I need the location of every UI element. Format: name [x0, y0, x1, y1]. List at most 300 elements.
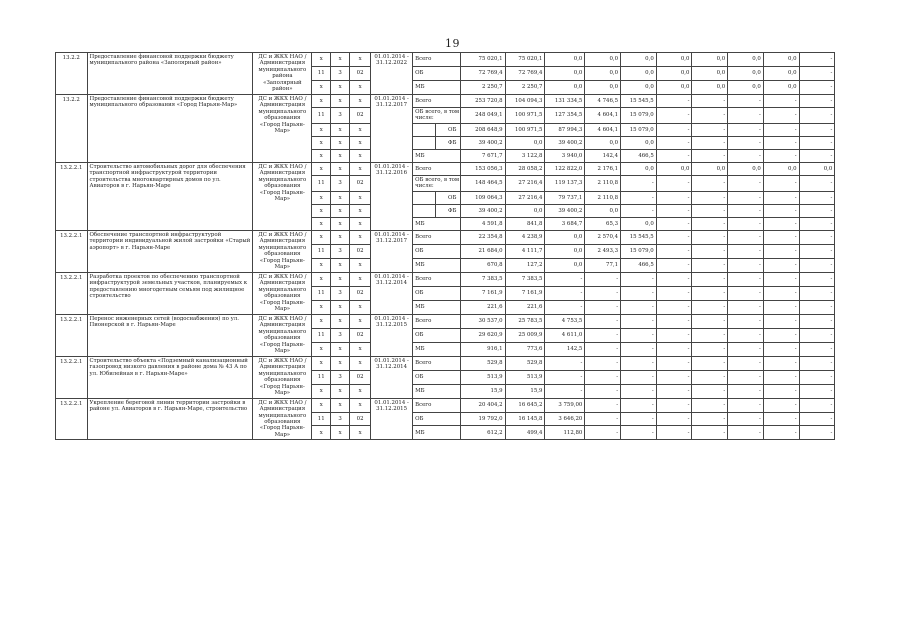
amount-cell: 0,0	[692, 80, 728, 94]
source-indent-cell	[413, 123, 436, 136]
budget-code-cell: x	[350, 80, 371, 94]
amount-cell: 15,9	[505, 384, 545, 398]
amount-cell: -	[656, 107, 692, 123]
amount-cell: 112,80	[545, 426, 585, 440]
measure-code: 13.2.2.1	[56, 398, 88, 440]
budget-code-cell: x	[312, 258, 331, 272]
amount-cell: -	[656, 370, 692, 384]
budget-code-cell: x	[350, 94, 371, 107]
amount-cell: -	[728, 328, 764, 342]
budget-code-cell: 02	[350, 244, 371, 258]
amount-cell: -	[692, 94, 728, 107]
budget-code-cell: x	[312, 230, 331, 244]
budget-code-cell: x	[312, 123, 331, 136]
amount-cell: 16 645,2	[505, 398, 545, 412]
amount-cell: 15 079,0	[621, 244, 657, 258]
amount-cell: -	[763, 300, 799, 314]
budget-code-cell: x	[331, 342, 350, 356]
funding-source: ОБ	[413, 328, 461, 342]
measure-name: Разработка проектов по обеспечению транспортной инфраструктурой земельных участков, планируемых к предоставлению многодетным семьям под жилищное строительство	[87, 272, 253, 314]
budget-code-cell: 11	[312, 370, 331, 384]
amount-cell: 87 994,3	[545, 123, 585, 136]
amount-cell: -	[692, 272, 728, 286]
amount-cell: -	[621, 342, 657, 356]
amount-cell: -	[621, 272, 657, 286]
measure-executor: ДС и ЖКХ НАО / Администрация муниципального образования «Город Нарьян-Мар»	[253, 272, 312, 314]
budget-code-cell: x	[350, 191, 371, 204]
amount-cell: 4 238,9	[505, 230, 545, 244]
amount-cell: -	[621, 314, 657, 328]
budget-table	[55, 52, 868, 440]
amount-cell: -	[799, 356, 835, 370]
amount-cell: -	[585, 328, 621, 342]
amount-cell: 142,4	[585, 149, 621, 162]
amount-cell: 0,0	[728, 162, 764, 175]
measure-name: Предоставление финансовой поддержки бюджету муниципального района «Заполярный район»	[87, 53, 253, 95]
amount-cell: 0,0	[585, 80, 621, 94]
budget-code-cell: x	[350, 53, 371, 67]
amount-cell: -	[728, 370, 764, 384]
budget-code-cell: x	[350, 398, 371, 412]
amount-cell: 221,6	[461, 300, 505, 314]
amount-cell: 0,0	[763, 80, 799, 94]
budget-code-cell: x	[350, 204, 371, 217]
funding-source: ОБ	[413, 286, 461, 300]
budget-code-cell: x	[331, 356, 350, 370]
table-row	[56, 162, 868, 175]
amount-cell: 773,6	[505, 342, 545, 356]
funding-source: ОБ	[413, 66, 461, 80]
amount-cell: -	[656, 94, 692, 107]
measure-executor: ДС и ЖКХ НАО / Администрация муниципального образования «Город Нарьян-Мар»	[253, 356, 312, 398]
amount-cell: -	[621, 300, 657, 314]
amount-cell: -	[545, 356, 585, 370]
amount-cell: 2 176,1	[585, 162, 621, 175]
amount-cell: 4 591,8	[461, 217, 505, 230]
budget-code-cell: x	[331, 426, 350, 440]
funding-source: ОБ всего, в том числе:	[413, 107, 461, 123]
amount-cell: 0,0	[728, 53, 764, 67]
funding-source: МБ	[413, 342, 461, 356]
amount-cell: 142,5	[545, 342, 585, 356]
source-indent-cell	[413, 204, 436, 217]
amount-cell: -	[621, 191, 657, 204]
amount-cell: -	[692, 107, 728, 123]
budget-code-cell: x	[331, 230, 350, 244]
amount-cell: -	[763, 342, 799, 356]
amount-cell: -	[728, 342, 764, 356]
budget-code-cell: 3	[331, 370, 350, 384]
amount-cell: -	[763, 94, 799, 107]
amount-cell: -	[692, 230, 728, 244]
amount-cell: 22 354,8	[461, 230, 505, 244]
amount-cell: -	[656, 342, 692, 356]
budget-code-cell: x	[331, 272, 350, 286]
funding-source: Всего	[413, 356, 461, 370]
budget-code-cell: x	[312, 94, 331, 107]
amount-cell: 28 058,2	[505, 162, 545, 175]
funding-source: МБ	[413, 258, 461, 272]
amount-cell: 127 354,5	[545, 107, 585, 123]
funding-source: Всего	[413, 94, 461, 107]
budget-code-cell: 11	[312, 107, 331, 123]
measure-period: 01.01.2014 - 31.12.2017	[371, 94, 413, 162]
budget-code-cell: x	[312, 356, 331, 370]
amount-cell: 4 746,5	[585, 94, 621, 107]
amount-cell: 77,1	[585, 258, 621, 272]
budget-code-cell: x	[312, 136, 331, 149]
amount-cell: -	[656, 123, 692, 136]
amount-cell: 0,0	[585, 53, 621, 67]
budget-table-body	[56, 53, 868, 440]
budget-code-cell: x	[350, 272, 371, 286]
amount-cell: -	[799, 286, 835, 300]
measure-executor: ДС и ЖКХ НАО / Администрация муниципального района «Заполярный район»	[253, 53, 312, 95]
amount-cell: 19 792,0	[461, 412, 505, 426]
budget-code-cell: x	[350, 384, 371, 398]
amount-cell: 15,9	[461, 384, 505, 398]
amount-cell: 0,0	[621, 217, 657, 230]
amount-cell: -	[799, 107, 835, 123]
budget-code-cell: x	[312, 300, 331, 314]
amount-cell: -	[621, 370, 657, 384]
amount-cell: -	[585, 314, 621, 328]
amount-cell: -	[692, 412, 728, 426]
amount-cell: -	[728, 107, 764, 123]
amount-cell: -	[585, 286, 621, 300]
amount-cell: 29 620,9	[461, 328, 505, 342]
amount-cell: 0,0	[728, 80, 764, 94]
amount-cell: 15 545,5	[621, 230, 657, 244]
amount-cell: 221,6	[505, 300, 545, 314]
amount-cell: -	[656, 244, 692, 258]
table-row	[56, 272, 868, 286]
amount-cell: 72 769,4	[461, 66, 505, 80]
amount-cell: 499,4	[505, 426, 545, 440]
budget-code-cell: x	[350, 258, 371, 272]
amount-cell: -	[763, 107, 799, 123]
amount-cell: -	[692, 356, 728, 370]
amount-cell: -	[621, 286, 657, 300]
amount-cell: -	[763, 123, 799, 136]
amount-cell: -	[545, 286, 585, 300]
funding-source: Всего	[413, 314, 461, 328]
amount-cell: 15 079,0	[621, 123, 657, 136]
budget-code-cell: 3	[331, 412, 350, 426]
amount-cell: 20 404,2	[461, 398, 505, 412]
amount-cell: -	[656, 426, 692, 440]
amount-cell: -	[728, 94, 764, 107]
amount-cell: -	[728, 426, 764, 440]
amount-cell: -	[799, 191, 835, 204]
funding-source: МБ	[413, 426, 461, 440]
amount-cell: 0,0	[545, 66, 585, 80]
amount-cell: -	[799, 80, 835, 94]
budget-code-cell: x	[350, 162, 371, 175]
amount-cell: 122 822,0	[545, 162, 585, 175]
budget-code-cell: 11	[312, 412, 331, 426]
budget-code-cell: x	[350, 149, 371, 162]
amount-cell: -	[656, 314, 692, 328]
amount-cell: -	[585, 342, 621, 356]
budget-code-cell: x	[350, 342, 371, 356]
amount-cell: 529,8	[505, 356, 545, 370]
amount-cell: -	[799, 272, 835, 286]
funding-source: МБ	[413, 300, 461, 314]
amount-cell: -	[763, 149, 799, 162]
amount-cell: 7 383,5	[505, 272, 545, 286]
amount-cell: -	[621, 356, 657, 370]
amount-cell: 2 110,8	[585, 175, 621, 191]
amount-cell: -	[728, 272, 764, 286]
amount-cell: 148 464,5	[461, 175, 505, 191]
amount-cell: 39 400,2	[545, 136, 585, 149]
amount-cell: 0,0	[763, 53, 799, 67]
budget-code-cell: x	[350, 230, 371, 244]
amount-cell: -	[585, 356, 621, 370]
source-indent-cell	[413, 136, 436, 149]
budget-code-cell: x	[350, 314, 371, 328]
amount-cell: 3 684,7	[545, 217, 585, 230]
funding-source: Всего	[413, 398, 461, 412]
budget-code-cell: x	[312, 204, 331, 217]
measure-name: Обеспечение транспортной инфраструктурой территории индивидуальной жилой застройки «Старый аэропорт» в г. Нарьян-Маре	[87, 230, 253, 272]
measure-code: 13.2.2.1	[56, 314, 88, 356]
amount-cell: -	[692, 258, 728, 272]
amount-cell: 2 250,7	[505, 80, 545, 94]
amount-cell: 4 604,1	[585, 107, 621, 123]
budget-code-cell: x	[350, 136, 371, 149]
budget-code-cell: x	[312, 426, 331, 440]
budget-code-cell: x	[350, 123, 371, 136]
amount-cell: 0,0	[656, 162, 692, 175]
amount-cell: 529,8	[461, 356, 505, 370]
amount-cell: -	[692, 191, 728, 204]
budget-code-cell: x	[331, 398, 350, 412]
amount-cell: 0,0	[656, 53, 692, 67]
amount-cell: 104 094,3	[505, 94, 545, 107]
amount-cell: -	[728, 356, 764, 370]
amount-cell: 100 971,5	[505, 107, 545, 123]
amount-cell: -	[763, 314, 799, 328]
amount-cell: -	[585, 272, 621, 286]
amount-cell: 27 216,4	[505, 191, 545, 204]
amount-cell: -	[585, 412, 621, 426]
funding-source: Всего	[413, 53, 461, 67]
amount-cell: 253 720,8	[461, 94, 505, 107]
amount-cell: -	[656, 398, 692, 412]
amount-cell: -	[799, 244, 835, 258]
amount-cell: 16 145,8	[505, 412, 545, 426]
amount-cell: -	[656, 384, 692, 398]
amount-cell: -	[799, 53, 835, 67]
amount-cell: 0,0	[621, 66, 657, 80]
amount-cell: 0,0	[763, 66, 799, 80]
amount-cell: -	[799, 426, 835, 440]
amount-cell: 65,3	[585, 217, 621, 230]
measure-code: 13.2.2.1	[56, 356, 88, 398]
amount-cell: -	[692, 328, 728, 342]
budget-code-cell: 02	[350, 107, 371, 123]
amount-cell: -	[728, 204, 764, 217]
amount-cell: -	[692, 398, 728, 412]
amount-cell: -	[728, 191, 764, 204]
amount-cell: -	[763, 230, 799, 244]
amount-cell: 3 759,00	[545, 398, 585, 412]
budget-code-cell: x	[331, 162, 350, 175]
budget-code-cell: x	[331, 123, 350, 136]
amount-cell: -	[656, 204, 692, 217]
amount-cell: -	[799, 149, 835, 162]
amount-cell: 0,0	[545, 258, 585, 272]
amount-cell: 0,0	[692, 66, 728, 80]
funding-source: ОБ всего, в том числе:	[413, 175, 461, 191]
amount-cell: -	[799, 217, 835, 230]
amount-cell: -	[799, 328, 835, 342]
measure-name: Строительство объекта «Подземный канализационный газопровод низкого давления в районе дома № 43 А по ул. Юбилейная в г. Нарьян-Маре»	[87, 356, 253, 398]
amount-cell: -	[728, 412, 764, 426]
amount-cell: -	[799, 230, 835, 244]
amount-cell: -	[621, 412, 657, 426]
amount-cell: 0,0	[621, 53, 657, 67]
budget-code-cell: x	[312, 80, 331, 94]
measure-code: 13.2.2	[56, 53, 88, 95]
amount-cell: -	[656, 286, 692, 300]
amount-cell: 2 570,4	[585, 230, 621, 244]
amount-cell: 21 684,0	[461, 244, 505, 258]
amount-cell: 0,0	[621, 136, 657, 149]
amount-cell: 0,0	[505, 204, 545, 217]
amount-cell: 75 020,1	[461, 53, 505, 67]
funding-source: ФБ	[436, 136, 461, 149]
amount-cell: -	[763, 244, 799, 258]
amount-cell: 208 648,9	[461, 123, 505, 136]
measure-executor: ДС и ЖКХ НАО / Администрация муниципального образования «Город Нарьян-Мар»	[253, 162, 312, 230]
budget-code-cell: 02	[350, 412, 371, 426]
amount-cell: -	[692, 370, 728, 384]
amount-cell: -	[545, 370, 585, 384]
amount-cell: -	[799, 370, 835, 384]
amount-cell: -	[728, 314, 764, 328]
funding-source: МБ	[413, 217, 461, 230]
amount-cell: -	[728, 300, 764, 314]
amount-cell: -	[585, 300, 621, 314]
amount-cell: -	[799, 300, 835, 314]
amount-cell: 30 537,0	[461, 314, 505, 328]
budget-code-cell: x	[312, 149, 331, 162]
budget-code-cell: x	[350, 356, 371, 370]
budget-code-cell: x	[331, 149, 350, 162]
amount-cell: -	[799, 94, 835, 107]
amount-cell: -	[585, 426, 621, 440]
budget-code-cell: x	[350, 217, 371, 230]
budget-code-cell: 02	[350, 286, 371, 300]
amount-cell: 0,0	[799, 162, 835, 175]
amount-cell: 100 971,5	[505, 123, 545, 136]
table-row	[56, 53, 868, 67]
amount-cell: -	[728, 398, 764, 412]
budget-code-cell: x	[331, 204, 350, 217]
amount-cell: 0,0	[763, 162, 799, 175]
funding-source: ОБ	[413, 412, 461, 426]
amount-cell: 0,0	[545, 53, 585, 67]
amount-cell: -	[799, 412, 835, 426]
table-row	[56, 230, 868, 244]
budget-code-cell: x	[312, 53, 331, 67]
budget-code-cell: x	[350, 426, 371, 440]
amount-cell: -	[621, 398, 657, 412]
measure-code: 13.2.2.1	[56, 162, 88, 230]
amount-cell: -	[728, 258, 764, 272]
measure-period: 01.01.2014 - 31.12.2017	[371, 230, 413, 272]
amount-cell: -	[656, 300, 692, 314]
amount-cell: -	[763, 204, 799, 217]
amount-cell: 25 783,5	[505, 314, 545, 328]
amount-cell: 248 049,1	[461, 107, 505, 123]
amount-cell: -	[763, 272, 799, 286]
amount-cell: 2 110,8	[585, 191, 621, 204]
budget-code-cell: 3	[331, 107, 350, 123]
amount-cell: 0,0	[692, 53, 728, 67]
funding-source: МБ	[413, 149, 461, 162]
measure-executor: ДС и ЖКХ НАО / Администрация муниципального образования «Город Нарьян-Мар»	[253, 398, 312, 440]
budget-code-cell: x	[312, 217, 331, 230]
amount-cell: 2 250,7	[461, 80, 505, 94]
amount-cell: -	[728, 175, 764, 191]
amount-cell: 39 400,2	[461, 136, 505, 149]
budget-code-cell: x	[331, 136, 350, 149]
amount-cell: -	[728, 384, 764, 398]
measure-name: Укрепление береговой линии территории застройки в районе ул. Авиаторов в г. Нарьян-Маре, строительство	[87, 398, 253, 440]
amount-cell: -	[799, 258, 835, 272]
amount-cell: -	[728, 217, 764, 230]
amount-cell: -	[763, 286, 799, 300]
amount-cell: -	[763, 328, 799, 342]
amount-cell: -	[585, 384, 621, 398]
budget-code-cell: x	[331, 80, 350, 94]
budget-code-cell: x	[312, 272, 331, 286]
amount-cell: -	[656, 356, 692, 370]
budget-code-cell: x	[331, 258, 350, 272]
amount-cell: -	[799, 384, 835, 398]
amount-cell: -	[692, 149, 728, 162]
amount-cell: -	[545, 384, 585, 398]
amount-cell: -	[799, 398, 835, 412]
budget-code-cell: x	[312, 398, 331, 412]
amount-cell: -	[728, 230, 764, 244]
budget-code-cell: 02	[350, 370, 371, 384]
amount-cell: 153 056,3	[461, 162, 505, 175]
funding-source: ОБ	[436, 191, 461, 204]
amount-cell: -	[545, 300, 585, 314]
budget-code-cell: x	[331, 94, 350, 107]
funding-source: ОБ	[413, 244, 461, 258]
amount-cell: 670,8	[461, 258, 505, 272]
budget-code-cell: 3	[331, 244, 350, 258]
budget-code-cell: 3	[331, 66, 350, 80]
funding-source: Всего	[413, 162, 461, 175]
budget-code-cell: x	[312, 384, 331, 398]
budget-code-cell: 11	[312, 328, 331, 342]
amount-cell: -	[728, 136, 764, 149]
amount-cell: -	[692, 300, 728, 314]
amount-cell: -	[585, 398, 621, 412]
amount-cell: -	[692, 286, 728, 300]
funding-source: Всего	[413, 230, 461, 244]
funding-source: ОБ	[436, 123, 461, 136]
amount-cell: -	[621, 384, 657, 398]
amount-cell: -	[656, 217, 692, 230]
